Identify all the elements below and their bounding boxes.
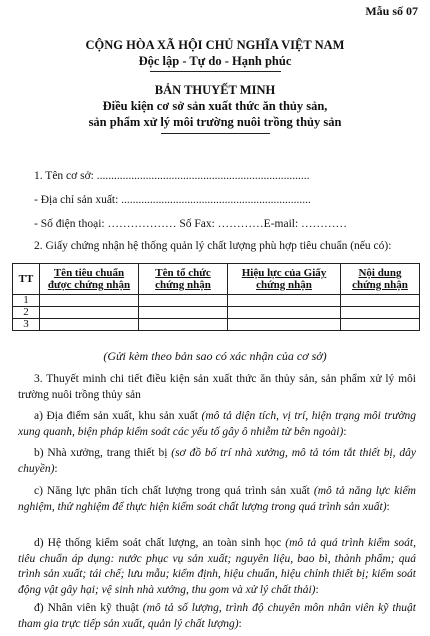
section-b-colon: : bbox=[54, 462, 58, 475]
column-header: Tên tiêu chuẩn được chứng nhận bbox=[40, 264, 139, 295]
table-cell[interactable] bbox=[228, 307, 341, 319]
section-c bbox=[18, 484, 416, 515]
section-dd bbox=[18, 601, 416, 632]
motto: Độc lập - Tự do - Hạnh phúc bbox=[138, 54, 292, 68]
title-underline bbox=[161, 133, 270, 134]
section-3-intro: 3. Thuyết minh chi tiết điều kiện sản xuất thức ăn thủy sản, sản phẩm xử lý môi trường nuôi trồng thủy sản bbox=[18, 373, 416, 401]
table-cell[interactable] bbox=[341, 295, 420, 307]
section-b-note: (sơ đồ bố trí nhà xưởng, mô tả tóm tắt thiết bị, dây chuyền) bbox=[18, 447, 416, 475]
section-a bbox=[18, 409, 416, 440]
certificate-intro: 2. Giấy chứng nhận hệ thống quản lý chất lượng phù hợp tiêu chuẩn (nếu có): bbox=[34, 240, 392, 252]
row-number: 3 bbox=[13, 319, 40, 331]
section-a-colon: : bbox=[343, 425, 347, 438]
section-b-label: b) Nhà xưởng, trang thiết bị bbox=[34, 447, 168, 459]
section-d bbox=[18, 536, 416, 598]
table-cell[interactable] bbox=[40, 319, 139, 331]
table-cell[interactable] bbox=[139, 307, 228, 319]
section-dd-note: (mô tả số lượng, trình độ chuyên môn nhân viên kỹ thuật tham gia trực tiếp sản xuất, quản lý chất lượng) bbox=[18, 602, 416, 630]
contact-field[interactable]: - Số điện thoại: ……………… Số Fax: …………E-mail: ………… bbox=[34, 218, 348, 230]
column-header: Tên tổ chức chứng nhận bbox=[139, 264, 228, 295]
table-cell[interactable] bbox=[341, 319, 420, 331]
section-c-note: (mô tả năng lực kiểm nghiệm, thử nghiệm để thực hiện kiểm soát chất lượng trong quá trình sản xuất) bbox=[18, 485, 416, 513]
section-b bbox=[18, 446, 416, 477]
section-a-label: a) Địa điểm sản xuất, khu sản xuất bbox=[34, 410, 198, 422]
country-header: CỘNG HÒA XÃ HỘI CHỦ NGHĨA VIỆT NAM bbox=[85, 38, 345, 52]
table-cell[interactable] bbox=[341, 307, 420, 319]
table-cell[interactable] bbox=[40, 295, 139, 307]
row-number: 2 bbox=[13, 307, 40, 319]
section-c-label: c) Năng lực phân tích chất lượng trong quá trình sản xuất bbox=[34, 485, 310, 497]
document-subtitle-2: sản phẩm xử lý môi trường nuôi trồng thủy sản bbox=[88, 115, 342, 129]
certificate-table bbox=[12, 263, 420, 331]
table-note: (Gửi kèm theo bản sao có xác nhận của cơ sở) bbox=[103, 349, 327, 363]
header-underline bbox=[150, 71, 281, 72]
facility-name-field[interactable]: 1. Tên cơ sở: .......................................................................... bbox=[34, 170, 310, 182]
section-c-colon: : bbox=[386, 500, 390, 513]
column-header: TT bbox=[13, 264, 40, 295]
table-cell[interactable] bbox=[139, 295, 228, 307]
section-dd-colon: : bbox=[238, 617, 242, 630]
document-subtitle-1: Điều kiện cơ sở sản xuất thức ăn thủy sản, bbox=[102, 99, 328, 113]
table-cell[interactable] bbox=[139, 319, 228, 331]
document-title: BẢN THUYẾT MINH bbox=[154, 83, 276, 97]
column-header: Hiệu lực của Giấy chứng nhận bbox=[228, 264, 341, 295]
section-dd-label: đ) Nhân viên kỹ thuật bbox=[34, 602, 139, 614]
section-d-label: d) Hệ thống kiểm soát chất lượng, an toàn sinh học bbox=[34, 537, 282, 549]
section-d-note: (mô tả quá trình kiểm soát, tiêu chuẩn áp dụng: nước phục vụ sản xuất; nguyên liệu, bao bì, thành phẩm; quá trình sản xuất; tái chế; lưu mẫu; kiểm định, hiệu chuẩn, hiệu chỉnh thiết bị; kiểm soát động vật gây hại; vệ sinh nhà xưởng, thu gom và xử lý chất thải) bbox=[18, 537, 417, 596]
table-row bbox=[13, 295, 420, 307]
column-header: Nội dung chứng nhận bbox=[341, 264, 420, 295]
section-d-colon: : bbox=[315, 583, 319, 596]
table-row bbox=[13, 307, 420, 319]
section-a-note: (mô tả diện tích, vị trí, hiện trạng môi trường xung quanh, biện pháp kiểm soát các yếu tố gây ô nhiễm từ bên ngoài) bbox=[18, 410, 417, 438]
table-header-row bbox=[13, 264, 420, 295]
form-number: Mẫu số 07 bbox=[365, 4, 418, 18]
table-cell[interactable] bbox=[228, 295, 341, 307]
row-number: 1 bbox=[13, 295, 40, 307]
table-cell[interactable] bbox=[228, 319, 341, 331]
address-field[interactable]: - Địa chỉ sản xuất: .................................................................. bbox=[34, 194, 311, 206]
table-row bbox=[13, 319, 420, 331]
table-cell[interactable] bbox=[40, 307, 139, 319]
